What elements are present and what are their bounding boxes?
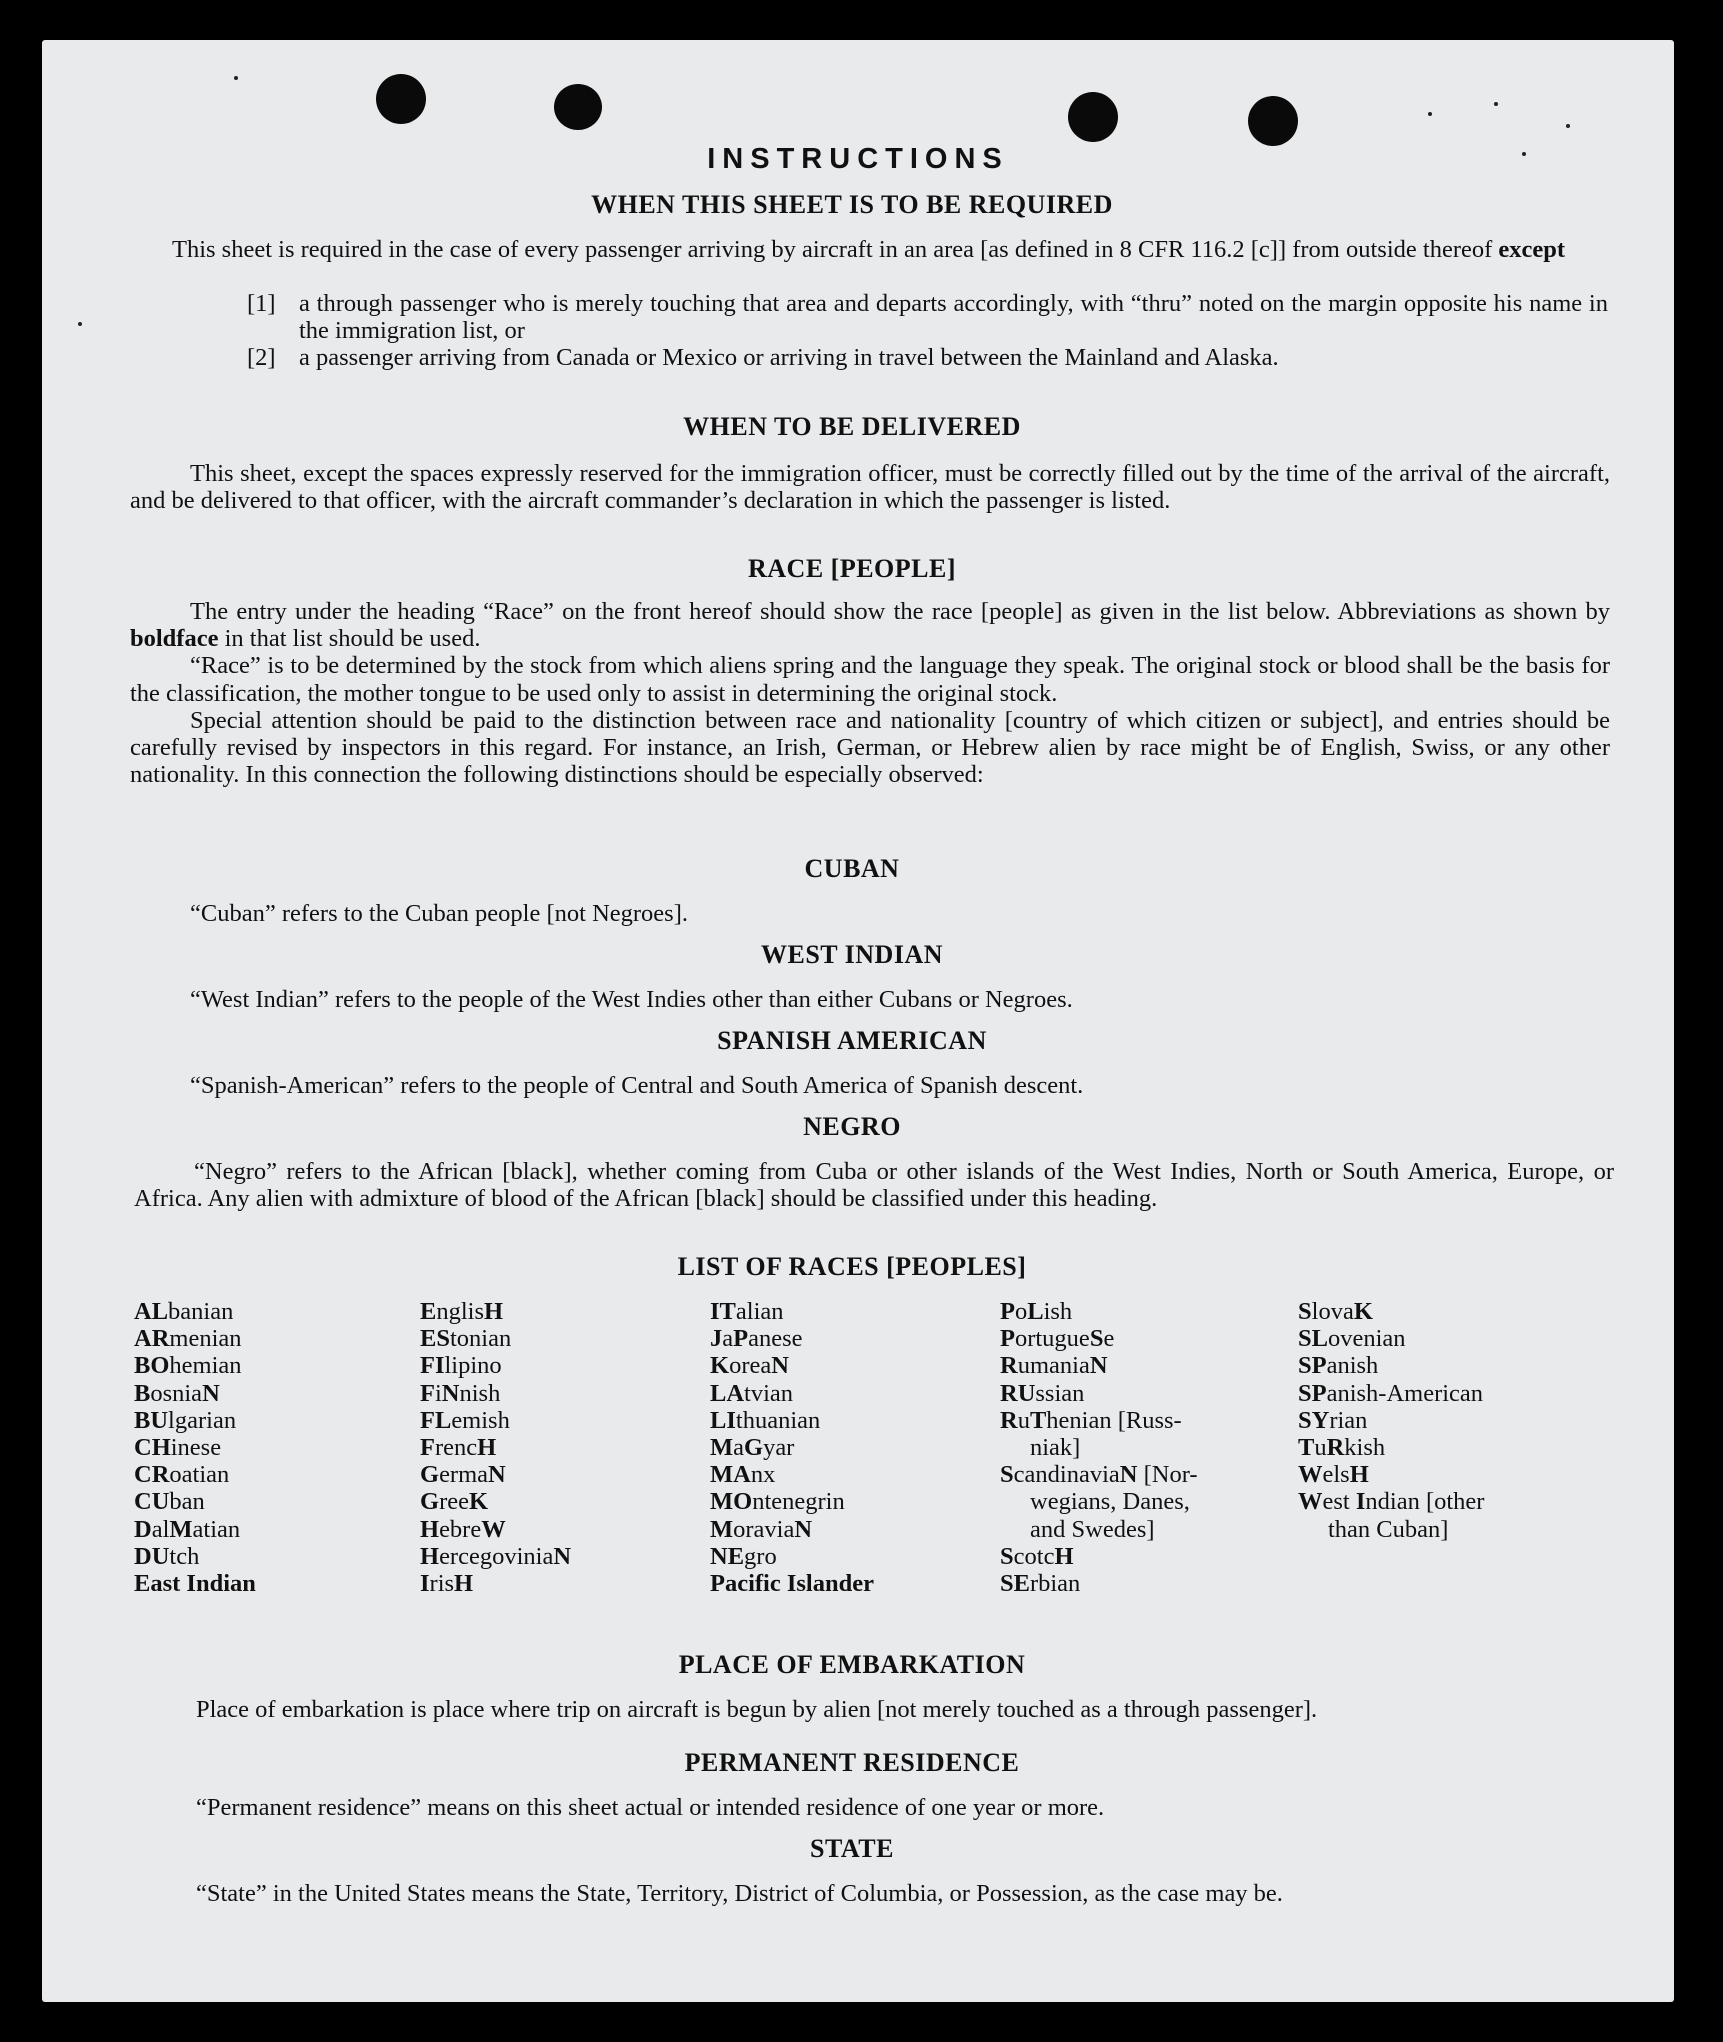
- race-abbreviation: BU: [134, 1406, 169, 1434]
- race-abbreviation: East Indian: [134, 1570, 256, 1598]
- race-abbreviation: T: [1298, 1434, 1315, 1462]
- race-entry: [1000, 1461, 1268, 1488]
- race-name-part: candinavia: [1013, 1461, 1120, 1489]
- race-entry: [134, 1380, 404, 1407]
- race-name-part: ris: [429, 1570, 455, 1598]
- race-name-part: yar: [763, 1434, 795, 1462]
- race-entry: [710, 1298, 990, 1325]
- heading-embarkation: PLACE OF EMBARKATION: [678, 1650, 1026, 1679]
- race-name-part: o: [1014, 1298, 1028, 1325]
- race-name-part: ssian: [1035, 1379, 1085, 1407]
- race-entry: [1298, 1461, 1578, 1488]
- race-abbreviation: P: [1000, 1325, 1015, 1353]
- race-name-part: anese: [748, 1325, 803, 1353]
- race-entry: [710, 1434, 990, 1461]
- race-entry: [1298, 1380, 1578, 1407]
- race-name-part: inese: [170, 1434, 222, 1462]
- race-abbreviation: P: [1000, 1298, 1015, 1325]
- race-entry: [420, 1570, 690, 1597]
- race-entry: [710, 1352, 990, 1379]
- punch-hole: [554, 84, 602, 130]
- race-name-part: menian: [169, 1325, 242, 1353]
- speck: [1566, 124, 1570, 128]
- race-entry: [134, 1407, 404, 1434]
- delivered-text: This sheet, except the spaces expressly reserved for the immigration officer, must be correctly filled out by the time of the arrival of the aircraft, and be delivered to that officer, with the aircraft commander’s declaration in which the passenger is listed.: [130, 460, 1610, 515]
- race-name-part: hemian: [169, 1352, 242, 1380]
- race-abbreviation: H: [477, 1434, 497, 1462]
- heading-state: STATE: [810, 1834, 894, 1863]
- race-name-part: emish: [451, 1406, 510, 1434]
- race-abbreviation: N: [553, 1542, 572, 1570]
- race-name-part: gro: [744, 1542, 777, 1570]
- race-name-part: renc: [434, 1434, 478, 1462]
- race-abbreviation: AL: [134, 1298, 169, 1325]
- race-abbreviation: LA: [710, 1379, 745, 1407]
- race-abbreviation: LI: [710, 1406, 736, 1434]
- race-abbreviation: B: [134, 1379, 151, 1407]
- heading-list-of-races: LIST OF RACES [PEOPLES]: [677, 1252, 1027, 1281]
- race-entry: [710, 1461, 990, 1488]
- race-abbreviation: M: [169, 1515, 193, 1543]
- race-abbreviation: H: [484, 1298, 504, 1325]
- page-title: INSTRUCTIONS: [707, 143, 1009, 175]
- exception-item-1: [1] a through passenger who is merely touching that area and departs accordingly, with “thru” noted on the margin opposite his name in the immigration list, or: [247, 290, 1608, 345]
- race-entry: [710, 1570, 990, 1597]
- punch-hole: [1248, 96, 1298, 146]
- race-abbreviation: S: [1000, 1461, 1014, 1489]
- race-entry: [710, 1380, 990, 1407]
- race-list-column-1: [134, 1298, 404, 1597]
- race-abbreviation: SY: [1298, 1406, 1330, 1434]
- race-name-part: [Nor-: [1137, 1461, 1198, 1489]
- race-abbreviation: FL: [420, 1406, 452, 1434]
- race-text: The entry under the heading “Race” on the front hereof should show the race [people] as given in the list below. Abbreviations as shown by boldface in that list should be used. “Race” is to be determined by the stock from which aliens spring and the language they speak. The original stock or blood shall be the basis for the classification, the mother tongue to be used only to assist in determining the original stock. Special attention should be paid to the distinction between race and nationality [country of which citizen or subject], and entries should be carefully revised by inspectors in this regard. For instance, an Irish, German, or Hebrew alien by race might be of English, Swiss, or any other nationality. In this connection the following distinctions should be especially observed:: [130, 598, 1610, 789]
- race-abbreviation: W: [1298, 1461, 1323, 1489]
- race-entry-continuation: niak]: [1030, 1434, 1081, 1462]
- spanish-american-text: “Spanish-American” refers to the people of Central and South America of Spanish descent.: [190, 1072, 1084, 1099]
- race-abbreviation: L: [1027, 1298, 1044, 1325]
- race-abbreviation: N: [794, 1515, 813, 1543]
- race-entry: [710, 1407, 990, 1434]
- race-name-part: ortugue: [1014, 1325, 1090, 1353]
- race-entry: [134, 1461, 404, 1488]
- race-abbreviation: I: [1355, 1488, 1366, 1516]
- race-abbreviation: H: [1349, 1461, 1369, 1489]
- speck: [1428, 112, 1432, 116]
- race-abbreviation: N: [1119, 1461, 1138, 1489]
- race-name-part: i: [434, 1379, 442, 1407]
- race-name-part: orea: [729, 1352, 772, 1380]
- race-abbreviation: H: [420, 1542, 440, 1570]
- race-entry: [420, 1352, 690, 1379]
- speck: [1494, 102, 1498, 106]
- race-entry: [134, 1434, 404, 1461]
- race-name-part: tonian: [449, 1325, 512, 1353]
- race-abbreviation: W: [481, 1515, 506, 1543]
- race-abbreviation: N: [771, 1352, 789, 1380]
- race-abbreviation: Pacific Islander: [710, 1570, 874, 1598]
- race-entry: [1000, 1570, 1268, 1597]
- race-abbreviation: SE: [1000, 1570, 1030, 1598]
- race-name-part: tvian: [744, 1379, 794, 1407]
- race-abbreviation: G: [744, 1434, 764, 1462]
- race-abbreviation: R: [1000, 1406, 1018, 1434]
- race-abbreviation: DU: [134, 1542, 170, 1570]
- race-abbreviation: BO: [134, 1352, 170, 1380]
- race-abbreviation: FI: [420, 1352, 445, 1380]
- race-list-column-2: [420, 1298, 690, 1597]
- race-name-part: al: [151, 1515, 170, 1543]
- heading-when-required: WHEN THIS SHEET IS TO BE REQUIRED: [591, 190, 1113, 219]
- race-abbreviation: M: [710, 1434, 734, 1462]
- race-abbreviation: I: [420, 1570, 430, 1598]
- race-name-part: e: [1103, 1325, 1115, 1353]
- race-entry: [420, 1298, 690, 1325]
- race-entry: [1298, 1325, 1578, 1352]
- race-entry: [1298, 1298, 1578, 1325]
- race-name-part: els: [1322, 1461, 1350, 1489]
- race-name-part: alian: [735, 1298, 784, 1325]
- race-abbreviation: M: [710, 1515, 734, 1543]
- race-name-part: est: [1322, 1488, 1356, 1516]
- race-entry: [134, 1352, 404, 1379]
- race-entry: [1000, 1325, 1268, 1352]
- race-abbreviation: P: [733, 1325, 749, 1353]
- race-entry: [1000, 1407, 1268, 1434]
- race-name-part: ndian [other: [1365, 1488, 1485, 1516]
- when-required-intro: This sheet is required in the case of every passenger arriving by aircraft in an area [as defined in 8 CFR 116.2 [c]] from outside thereof except: [172, 236, 1566, 263]
- race-abbreviation: E: [420, 1298, 437, 1325]
- race-abbreviation: F: [420, 1379, 435, 1407]
- race-entry: [420, 1488, 690, 1515]
- race-name-part: a: [733, 1434, 744, 1462]
- race-abbreviation: R: [1000, 1352, 1018, 1380]
- speck: [234, 76, 238, 80]
- race-name-part: thuanian: [735, 1406, 821, 1434]
- race-entry-continuation: than Cuban]: [1328, 1515, 1449, 1543]
- race-entry: [710, 1543, 990, 1570]
- residence-text: “Permanent residence” means on this sheet actual or intended residence of one year or more.: [196, 1794, 1105, 1821]
- race-abbreviation: F: [420, 1434, 435, 1462]
- embarkation-text: Place of embarkation is place where trip on aircraft is begun by alien [not merely touched as a through passenger].: [196, 1696, 1318, 1723]
- race-abbreviation: W: [1298, 1488, 1323, 1516]
- race-entry: [710, 1325, 990, 1352]
- race-abbreviation: S: [1089, 1325, 1104, 1353]
- speck: [78, 322, 82, 326]
- race-abbreviation: D: [134, 1515, 152, 1543]
- race-abbreviation: SP: [1298, 1352, 1327, 1380]
- race-list-column-4: [1000, 1298, 1268, 1597]
- race-list-column-5: [1298, 1298, 1578, 1543]
- race-abbreviation: CR: [134, 1461, 170, 1489]
- punch-hole: [376, 74, 426, 124]
- race-entry: [134, 1325, 404, 1352]
- exception-item-2: [2] a passenger arriving from Canada or Mexico or arriving in travel between the Mainland and Alaska.: [247, 344, 1279, 371]
- race-entry: [420, 1461, 690, 1488]
- race-name-part: ban: [169, 1488, 205, 1516]
- race-name-part: nx: [750, 1461, 776, 1489]
- race-name-part: cotc: [1013, 1542, 1055, 1570]
- state-text: “State” in the United States means the State, Territory, District of Columbia, or Possession, as the case may be.: [196, 1880, 1283, 1907]
- race-abbreviation: R: [1326, 1434, 1345, 1462]
- race-abbreviation: MO: [710, 1488, 753, 1516]
- race-entry: [420, 1325, 690, 1352]
- race-abbreviation: K: [710, 1352, 730, 1380]
- race-name-part: ish: [1043, 1298, 1073, 1325]
- race-name-part: kish: [1344, 1434, 1386, 1462]
- race-entry: [420, 1407, 690, 1434]
- heading-negro: NEGRO: [803, 1112, 901, 1141]
- race-entry: [1000, 1352, 1268, 1379]
- race-abbreviation: MA: [710, 1461, 751, 1489]
- race-abbreviation: CH: [134, 1434, 171, 1462]
- race-name-part: ovenian: [1327, 1325, 1406, 1353]
- race-entry: [134, 1488, 404, 1515]
- negro-text: “Negro” refers to the African [black], whether coming from Cuba or other islands of the West Indies, North or South America, Europe, or Africa. Any alien with admixture of blood of the African [black] should be classified under this heading.: [134, 1158, 1614, 1213]
- race-name-part: osnia: [150, 1379, 203, 1407]
- race-entry: [1000, 1380, 1268, 1407]
- race-abbreviation: AR: [134, 1325, 170, 1353]
- race-name-part: erma: [439, 1461, 489, 1489]
- punch-hole: [1068, 92, 1118, 142]
- race-abbreviation: J: [710, 1325, 723, 1353]
- race-abbreviation: K: [468, 1488, 489, 1516]
- race-abbreviation: RU: [1000, 1379, 1036, 1407]
- race-name-part: banian: [168, 1298, 234, 1325]
- race-abbreviation: G: [420, 1488, 440, 1516]
- race-name-part: a: [722, 1325, 734, 1353]
- race-entry: [1000, 1298, 1268, 1325]
- race-abbreviation: S: [1298, 1298, 1312, 1325]
- race-entry: [710, 1516, 990, 1543]
- race-abbreviation: K: [1353, 1298, 1373, 1325]
- race-abbreviation: N: [202, 1379, 220, 1407]
- race-entry: [710, 1488, 990, 1515]
- race-entry: [420, 1434, 690, 1461]
- race-abbreviation: N: [488, 1461, 506, 1489]
- race-name-part: umania: [1017, 1352, 1090, 1380]
- heading-spanish-american: SPANISH AMERICAN: [717, 1026, 987, 1055]
- race-name-part: u: [1314, 1434, 1327, 1462]
- heading-cuban: CUBAN: [804, 854, 900, 883]
- race-name-part: anish: [1326, 1352, 1379, 1380]
- heading-race: RACE [PEOPLE]: [748, 554, 956, 583]
- race-abbreviation: IT: [710, 1298, 736, 1325]
- race-name-part: nglis: [436, 1298, 484, 1325]
- race-abbreviation: SL: [1298, 1325, 1328, 1353]
- race-entry-continuation: and Swedes]: [1030, 1515, 1155, 1543]
- race-name-part: oravia: [733, 1515, 795, 1543]
- race-entry: [1298, 1488, 1578, 1515]
- race-abbreviation: G: [420, 1461, 440, 1489]
- instruction-sheet: [42, 40, 1674, 2002]
- race-entry-continuation: wegians, Danes,: [1030, 1488, 1190, 1516]
- race-name-part: atian: [192, 1515, 241, 1543]
- race-abbreviation: T: [1029, 1406, 1047, 1434]
- race-abbreviation: N: [441, 1379, 460, 1407]
- race-name-part: oatian: [169, 1461, 230, 1489]
- race-entry: [420, 1380, 690, 1407]
- heading-permanent-residence: PERMANENT RESIDENCE: [684, 1748, 1020, 1777]
- race-abbreviation: H: [454, 1570, 474, 1598]
- race-list-column-3: [710, 1298, 990, 1597]
- race-name-part: tch: [169, 1542, 200, 1570]
- race-abbreviation: N: [1089, 1352, 1108, 1380]
- race-entry: [420, 1543, 690, 1570]
- heading-west-indian: WEST INDIAN: [760, 940, 943, 969]
- race-entry: [1298, 1434, 1578, 1461]
- race-entry: [134, 1543, 404, 1570]
- race-entry: [134, 1570, 404, 1597]
- race-name-part: ntenegrin: [752, 1488, 845, 1516]
- race-name-part: ree: [439, 1488, 469, 1516]
- race-entry: [1000, 1543, 1268, 1570]
- west-indian-text: “West Indian” refers to the people of the West Indies other than either Cubans or Negroes.: [190, 986, 1073, 1013]
- race-abbreviation: S: [1000, 1542, 1014, 1570]
- race-entry: [134, 1298, 404, 1325]
- race-name-part: nish: [459, 1379, 501, 1407]
- heading-delivered: WHEN TO BE DELIVERED: [683, 412, 1021, 441]
- race-name-part: lipino: [444, 1352, 502, 1380]
- race-name-part: anish-American: [1326, 1379, 1484, 1407]
- race-entry: [420, 1516, 690, 1543]
- race-entry: [134, 1516, 404, 1543]
- race-name-part: lova: [1311, 1298, 1354, 1325]
- race-entry: [1298, 1407, 1578, 1434]
- race-abbreviation: H: [1054, 1542, 1074, 1570]
- race-name-part: rbian: [1029, 1570, 1081, 1598]
- race-name-part: ercegovinia: [439, 1542, 554, 1570]
- race-name-part: u: [1017, 1406, 1030, 1434]
- race-abbreviation: ES: [420, 1325, 450, 1353]
- race-abbreviation: SP: [1298, 1379, 1327, 1407]
- race-abbreviation: NE: [710, 1542, 745, 1570]
- race-name-part: rian: [1329, 1406, 1368, 1434]
- race-name-part: ebre: [439, 1515, 482, 1543]
- race-name-part: lgarian: [168, 1406, 237, 1434]
- race-abbreviation: H: [420, 1515, 440, 1543]
- cuban-text: “Cuban” refers to the Cuban people [not Negroes].: [190, 900, 688, 927]
- race-abbreviation: CU: [134, 1488, 170, 1516]
- race-name-part: henian [Russ-: [1046, 1406, 1182, 1434]
- race-entry: [1298, 1352, 1578, 1379]
